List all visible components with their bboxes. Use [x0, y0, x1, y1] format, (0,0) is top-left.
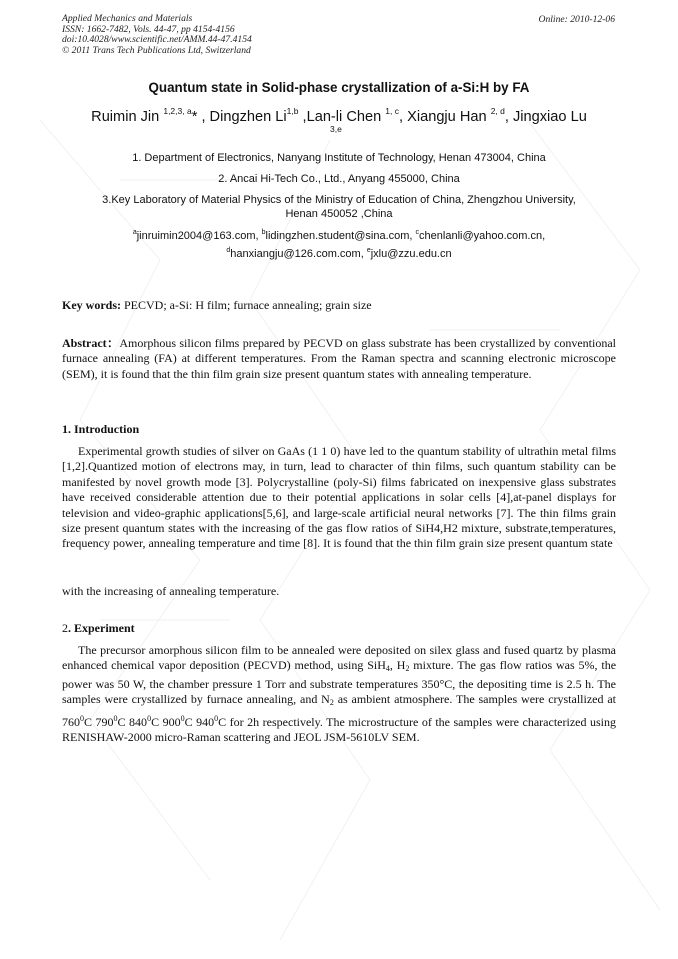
journal-copyright: © 2011 Trans Tech Publications Ltd, Switzerland — [62, 44, 251, 56]
affiliation-3-line2: Henan 450052 ,China — [285, 208, 393, 220]
degree-superscript: 0 — [180, 713, 185, 723]
author-name: , Xiangju Han — [399, 109, 487, 125]
author-name: , Jingxiao Lu — [504, 109, 587, 125]
journal-issn: ISSN: 1662-7482, Vols. 44-47, pp 4154-4156 — [62, 23, 235, 35]
experiment-text: as ambient atmosphere. The samples were crystallized at 760 — [62, 692, 617, 729]
email-link[interactable]: jxlu@zzu.edu.cn — [370, 247, 452, 260]
keywords — [62, 298, 616, 313]
section-title: . Experiment — [68, 621, 135, 635]
degree-superscript: 0 — [214, 713, 219, 723]
affiliation-3-line1: 3.Key Laboratory of Material Physics of the Ministry of Education of China, Zhengzhou University, — [102, 194, 576, 206]
author-list — [62, 102, 616, 134]
email-mark: c — [415, 229, 420, 236]
affiliation-3 — [62, 193, 616, 221]
experiment-text: mixture. The gas flow ratios was 5%, the power was 50 W, the chamber pressure 1 Torr and substrate temperatures 350°C, the depositing time is 2.5 h. The samples were crystallized by furnace annealing, and N — [62, 658, 617, 707]
email-link[interactable]: lidingzhen.student@sina.com, — [265, 230, 416, 242]
journal-doi: doi:10.4028/www.scientific.net/AMM.44-47.4154 — [62, 34, 252, 45]
author-affiliation-mark: 1, c — [385, 106, 399, 116]
experiment-text: C 840 — [117, 714, 148, 729]
author-emails — [62, 226, 616, 261]
introduction-last-line: with the increasing of annealing temperature. — [62, 584, 280, 598]
affiliation-2: 2. Ancai Hi-Tech Co., Ltd., Anyang 455000, China — [218, 173, 460, 185]
experiment-text: C 900 — [151, 714, 181, 729]
author-affiliation-mark: 3,e — [330, 124, 342, 134]
email-mark: d — [226, 246, 231, 254]
journal-name: Applied Mechanics and Materials — [62, 13, 193, 24]
email-mark: e — [366, 246, 371, 254]
experiment-paragraph — [62, 643, 616, 745]
degree-superscript: 0 — [147, 713, 152, 723]
subscript: 2 — [329, 698, 334, 708]
author-name: , Dingzhen Li — [201, 109, 287, 125]
email-link[interactable]: jinruimin2004@163.com, — [136, 230, 262, 242]
online-date: Online: 2010-12-06 — [538, 14, 615, 25]
experiment-text: C 940 — [184, 714, 215, 729]
experiment-text: , H — [389, 658, 406, 673]
email-mark: a — [132, 229, 137, 236]
affiliation-1: 1. Department of Electronics, Nanyang Institute of Technology, Henan 473004, China — [132, 152, 546, 164]
author-name: Ruimin Jin — [91, 109, 160, 125]
introduction-text: Experimental growth studies of silver on GaAs (1 1 0) have led to the quantum stability of ultrathin metal films [1,2].Quantized motion of electrons may, in turn, lead to character of thin films, such quantum stability can be manifested by novel growth mode [3]. Polycrystalline (poly-Si) films fabricated on inexpensive glass substrates have received considerable attention due to their potential applications in solar cells [4],at-panel displays for television and video-graphic applications[5,6], and large-scale artificial neural networks [7]. The thin films grain size present quantum states with the increasing of the gas flow ratios of SiH4,H2 mixture, substrate,temperatures, frequency power, annealing temperature and time [8]. It is found that the thin film grain size present quantum state — [62, 444, 616, 551]
degree-superscript: 0 — [113, 713, 118, 723]
section-heading-experiment — [62, 621, 135, 636]
paper-title: Quantum state in Solid-phase crystallization of a-Si:H by FA — [148, 80, 530, 95]
introduction-paragraph — [62, 444, 616, 552]
degree-superscript: 0 — [80, 713, 84, 723]
corresponding-author-mark: * — [191, 109, 198, 125]
keywords-label: Key words: — [62, 298, 121, 312]
journal-header — [62, 14, 252, 56]
experiment-text: The precursor amorphous silicon film to be annealed were deposited on silex glass and fused quartz by plasma enhanced chemical vapor deposition (PECVD) method, using SiH — [62, 643, 616, 673]
abstract — [62, 336, 616, 382]
abstract-colon: ： — [106, 336, 120, 350]
abstract-label: Abstract — [62, 336, 107, 350]
section-number: 2 — [62, 621, 68, 635]
subscript: 4 — [385, 664, 390, 674]
abstract-text: Amorphous silicon films prepared by PECVD on glass substrate has been crystallized by conventional furnace annealing (FA) at different temperatures. From the Raman spectra and scanning electronic microscope (SEM), it is found that the thin film grain size present quantum states with annealing temperature. — [62, 336, 616, 381]
author-name: ,Lan-li Chen — [302, 109, 382, 125]
keywords-text: PECVD; a-Si: H film; furnace annealing; grain size — [121, 298, 372, 312]
author-affiliation-mark: 1,2,3, a — [163, 106, 192, 116]
author-affiliation-mark: 1,b — [286, 106, 299, 116]
email-link[interactable]: chenlanli@yahoo.com.cn, — [419, 230, 546, 242]
section-heading-introduction: 1. Introduction — [62, 422, 140, 436]
email-link[interactable]: hanxiangju@126.com.com, — [230, 247, 367, 260]
subscript: 2 — [405, 664, 410, 674]
email-mark: b — [261, 229, 266, 236]
experiment-text: C 790 — [84, 714, 114, 729]
author-affiliation-mark: 2, d — [490, 106, 505, 116]
experiment-text: C for 2h respectively. The microstructure of the samples were characterized using RENISHAW-2000 micro-Raman scattering and JEOL JSM-5610LV SEM. — [62, 714, 616, 745]
